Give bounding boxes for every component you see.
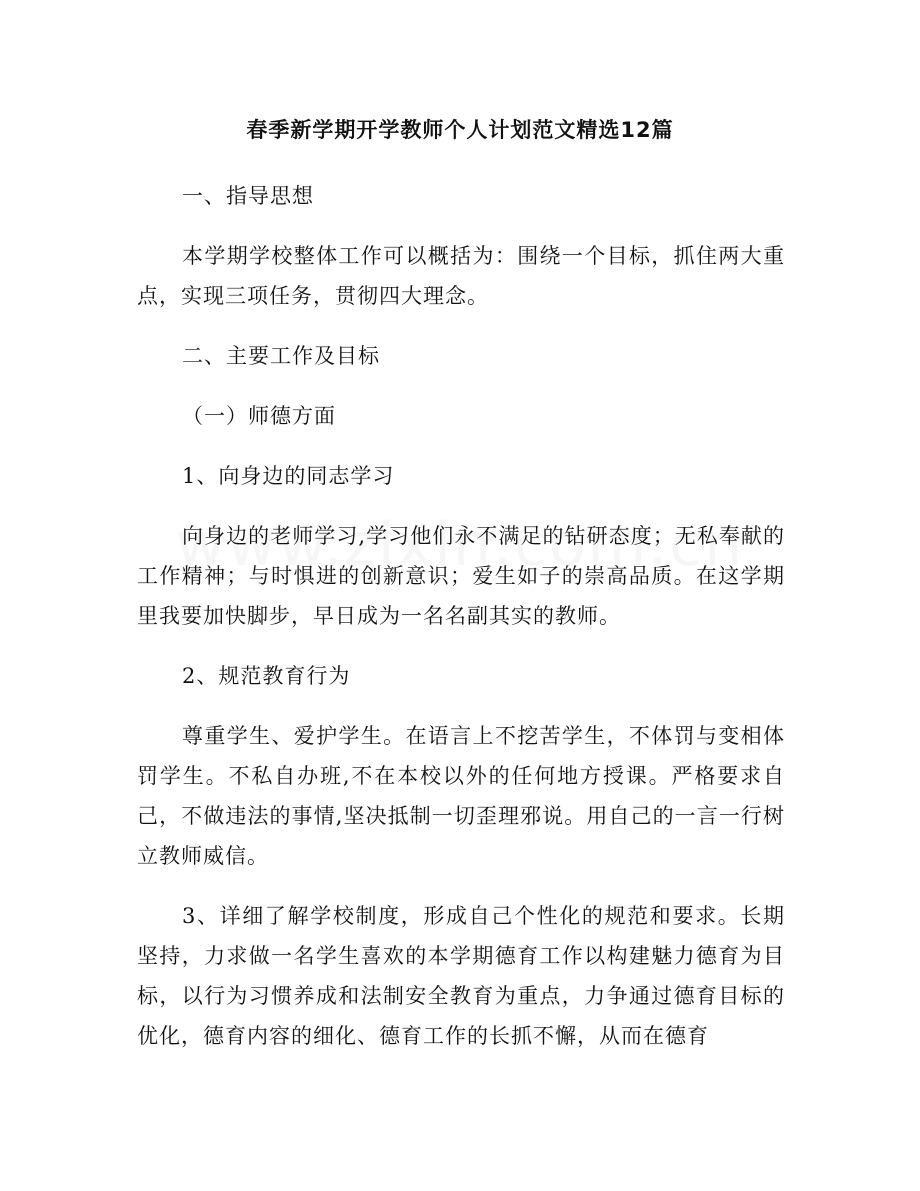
section-heading-guiding-thought: 一、指导思想 xyxy=(182,184,314,208)
subsection-heading-ethics: （一）师德方面 xyxy=(182,404,336,428)
item-heading-1: 1、向身边的同志学习 xyxy=(182,464,395,488)
paragraph-overview: 本学期学校整体工作可以概括为：围绕一个目标，抓住两大重点，实现三项任务，贯彻四大理念。 xyxy=(137,244,785,308)
section-heading-main-work: 二、主要工作及目标 xyxy=(182,344,380,368)
paragraph-item-1: 向身边的老师学习,学习他们永不满足的钻研态度；无私奉献的工作精神；与时惧进的创新意识；爱生如子的崇高品质。在这学期里我要加快脚步，早日成为一名名副其实的教师。 xyxy=(137,524,785,628)
item-heading-2: 2、规范教育行为 xyxy=(182,664,351,688)
document-body xyxy=(137,176,785,1076)
paragraph-item-2: 尊重学生、爱护学生。在语言上不挖苦学生，不体罚与变相体罚学生。不私自办班,不在本校以外的任何地方授课。严格要求自己，不做违法的事情,坚决抵制一切歪理邪说。用自己的一言一行树立教师威信。 xyxy=(137,724,785,868)
paragraph-item-3: 3、详细了解学校制度，形成自己个性化的规范和要求。长期坚持，力求做一名学生喜欢的本学期德育工作以构建魅力德育为目标，以行为习惯养成和法制安全教育为重点，力争通过德育目标的优化，德育内容的细化、德育工作的长抓不懈，从而在德育 xyxy=(137,904,785,1048)
document-title: 春季新学期开学教师个人计划范文精选12篇 xyxy=(246,118,674,142)
